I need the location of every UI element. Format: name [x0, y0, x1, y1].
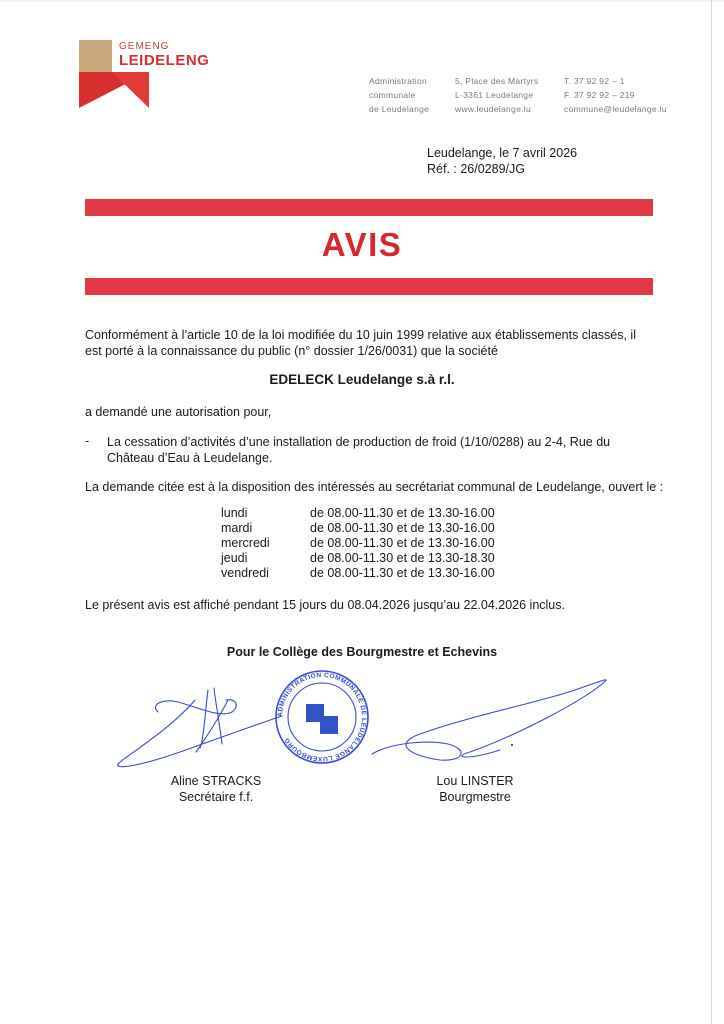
left-signature: [118, 688, 282, 767]
header-phone: T. 37 92 92 – 1: [564, 76, 625, 86]
schedule-day: vendredi: [221, 566, 269, 580]
schedule-hours: de 08.00-11.30 et de 13.30-18.30: [310, 551, 495, 565]
schedule-day: mercredi: [221, 536, 270, 550]
logo-text-gemeng: GEMENG: [119, 41, 170, 52]
availability-paragraph: La demande citée est à la disposition des intéressés au secrétariat communal de Leudelange, ouvert le :: [85, 480, 664, 494]
reference-number: Réf. : 26/0289/JG: [427, 162, 525, 176]
left-signatory: [146, 773, 286, 805]
schedule-day: mardi: [221, 521, 253, 535]
schedule-day: lundi: [221, 506, 248, 520]
left-signatory-name: Aline STRACKS: [170, 774, 262, 788]
company-name: EDELECK Leudelange s.à r.l.: [269, 372, 455, 387]
right-signature: [372, 680, 606, 760]
header-admin-line: Administration: [369, 76, 428, 86]
header-email: commune@leudelange.lu: [564, 104, 667, 114]
right-signatory-name: Lou LINSTER: [436, 774, 514, 788]
official-stamp: [276, 671, 368, 763]
logo-text-leideleng: LEIDELENG: [119, 52, 210, 69]
notice-title: AVIS: [321, 226, 403, 263]
right-signatory-role: Bourgmestre: [439, 790, 511, 804]
bullet-marker: -: [85, 434, 90, 448]
college-heading: Pour le Collège des Bourgmestre et Echevins: [226, 645, 498, 659]
header-address-line: L-3361 Leudelange: [455, 90, 534, 100]
right-signatory: [405, 773, 545, 805]
header-fax: F. 37 92 92 – 219: [564, 90, 635, 100]
header-admin-line: de Leudelange: [369, 104, 430, 114]
schedule-day: jeudi: [221, 551, 248, 565]
stamp-emblem: [306, 704, 338, 734]
header-admin-line: communale: [369, 90, 416, 100]
bullet-item: La cessation d’activités d’une installation de production de froid (1/10/0288) au 2-4, Rue du Château d’Eau à Leudelange.: [107, 435, 611, 465]
place-date: Leudelange, le 7 avril 2026: [427, 146, 578, 160]
schedule-hours: de 08.00-11.30 et de 13.30-16.00: [310, 506, 495, 520]
schedule-hours: de 08.00-11.30 et de 13.30-16.00: [310, 566, 495, 580]
schedule-hours: de 08.00-11.30 et de 13.30-16.00: [310, 521, 495, 535]
posting-paragraph: Le présent avis est affiché pendant 15 jours du 08.04.2026 jusqu’au 22.04.2026 inclus.: [85, 598, 565, 612]
schedule-hours: de 08.00-11.30 et de 13.30-16.00: [310, 536, 495, 550]
stamp-text: ADMINISTRATION COMMUNALE DE LEUDELANGE LUXEMBOURG: [276, 671, 368, 763]
header-address-line: 5, Place des Martyrs: [455, 76, 539, 86]
intro-paragraph: Conformément à l’article 10 de la loi modifiée du 10 juin 1999 relative aux établissements classés, il est porté à la connaissance du public (n° dossier 1/26/0031) que la société: [85, 328, 636, 358]
request-paragraph: a demandé une autorisation pour,: [85, 405, 272, 419]
header-website: www.leudelange.lu: [455, 104, 531, 114]
left-signatory-role: Secrétaire f.f.: [178, 790, 254, 804]
